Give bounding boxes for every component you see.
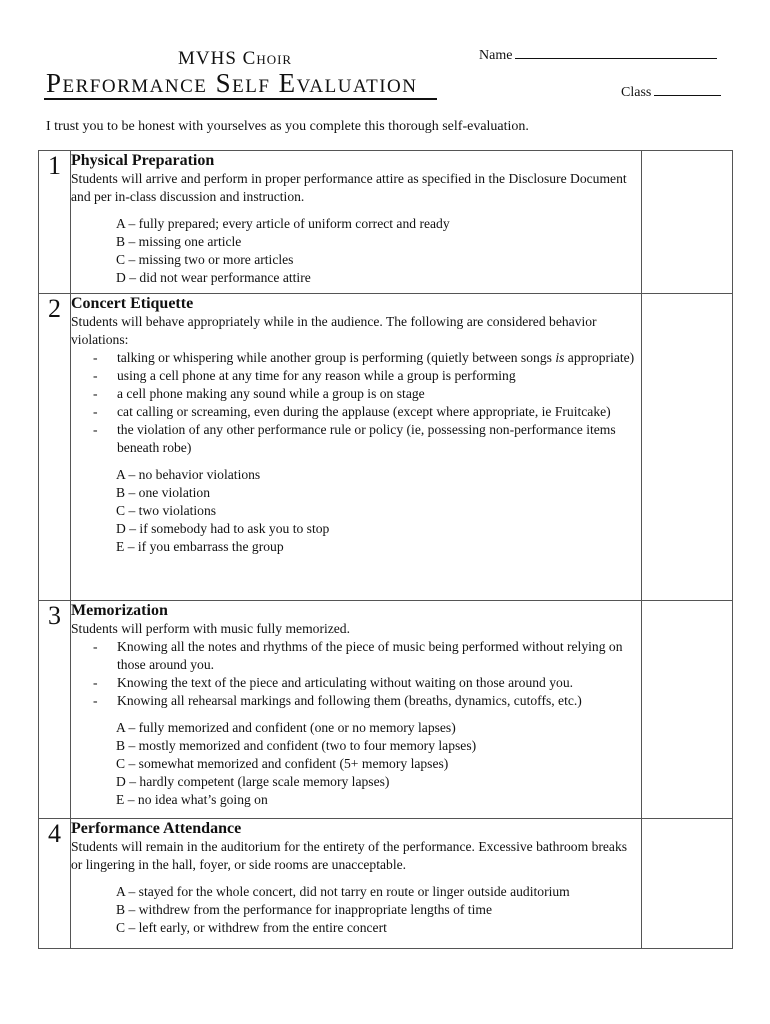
section-description: Students will arrive and perform in proper performance attire as specified in the Disclosure Document and per in-class discussion and instruction. bbox=[71, 171, 627, 204]
criteria-item bbox=[93, 674, 641, 692]
intro-text: I trust you to be honest with yourselves as you complete this thorough self-evaluation. bbox=[46, 119, 529, 134]
criteria-item bbox=[93, 385, 641, 403]
section-description: Students will remain in the auditorium for the entirety of the performance. Excessive bathroom breaks or lingering in the hall, foyer, or side rooms are unacceptable. bbox=[71, 839, 628, 872]
title-underline bbox=[44, 98, 437, 100]
criteria-item bbox=[93, 403, 641, 421]
criteria-item bbox=[93, 692, 641, 710]
grade-option: A – fully memorized and confident (one or no memory lapses) bbox=[116, 720, 456, 735]
criteria-text: Knowing all rehearsal markings and following them (breaths, dynamics, cutoffs, etc.) bbox=[117, 693, 582, 708]
section-content bbox=[71, 819, 642, 949]
grade-option: D – did not wear performance attire bbox=[116, 270, 311, 285]
grade-option: C – missing two or more articles bbox=[116, 252, 294, 267]
criteria-list bbox=[71, 349, 641, 457]
section-number: 2 bbox=[39, 294, 71, 601]
grade-option: A – stayed for the whole concert, did not tarry en route or linger outside auditorium bbox=[116, 884, 570, 899]
section-number: 4 bbox=[39, 819, 71, 949]
criteria-text: Knowing all the notes and rhythms of the piece of music being performed without relying on those around you. bbox=[117, 639, 623, 672]
section-description: Students will perform with music fully memorized. bbox=[71, 621, 351, 636]
criteria-text: talking or whispering while another group is performing (quietly between songs bbox=[117, 350, 556, 365]
criteria-text: a cell phone making any sound while a group is on stage bbox=[117, 386, 425, 401]
class-field[interactable] bbox=[621, 83, 721, 101]
criteria-list bbox=[71, 638, 641, 710]
grade-option: A – no behavior violations bbox=[116, 467, 261, 482]
score-box[interactable] bbox=[642, 151, 733, 294]
section-row bbox=[39, 819, 733, 949]
grade-scale bbox=[116, 466, 641, 556]
name-label: Name bbox=[479, 48, 513, 63]
grade-option: C – somewhat memorized and confident (5+ memory lapses) bbox=[116, 756, 449, 771]
name-blank-line[interactable] bbox=[515, 46, 717, 59]
grade-option: E – no idea what’s going on bbox=[116, 792, 268, 807]
grade-option: D – if somebody had to ask you to stop bbox=[116, 521, 330, 536]
grade-option: E – if you embarrass the group bbox=[116, 539, 284, 554]
grade-option: C – left early, or withdrew from the entire concert bbox=[116, 920, 387, 935]
grade-option: B – withdrew from the performance for inappropriate lengths of time bbox=[116, 902, 492, 917]
grade-option: B – one violation bbox=[116, 485, 211, 500]
evaluation-table bbox=[38, 150, 733, 949]
score-box[interactable] bbox=[642, 819, 733, 949]
criteria-text: Knowing the text of the piece and articulating without waiting on those around you. bbox=[117, 675, 574, 690]
section-content bbox=[71, 294, 642, 601]
section-content bbox=[71, 151, 642, 294]
form-subtitle: MVHS Choir bbox=[178, 48, 293, 69]
form-title: Performance Self Evaluation bbox=[46, 68, 418, 98]
grade-option: A – fully prepared; every article of uniform correct and ready bbox=[116, 216, 450, 231]
grade-option: B – missing one article bbox=[116, 234, 242, 249]
grade-option: B – mostly memorized and confident (two to four memory lapses) bbox=[116, 738, 477, 753]
section-content bbox=[71, 601, 642, 819]
criteria-item bbox=[93, 367, 641, 385]
criteria-item bbox=[93, 638, 641, 674]
grade-option: D – hardly competent (large scale memory lapses) bbox=[116, 774, 390, 789]
class-label: Class bbox=[621, 85, 652, 100]
section-row bbox=[39, 294, 733, 601]
section-title: Memorization bbox=[71, 602, 168, 619]
section-row bbox=[39, 601, 733, 819]
criteria-emphasis: is bbox=[555, 350, 565, 365]
criteria-text: cat calling or screaming, even during the applause (except where appropriate, ie Fruitcake) bbox=[117, 404, 611, 419]
section-number: 3 bbox=[39, 601, 71, 819]
score-box[interactable] bbox=[642, 294, 733, 601]
criteria-item bbox=[93, 349, 641, 367]
section-row bbox=[39, 151, 733, 294]
grade-scale bbox=[116, 215, 641, 287]
grade-scale bbox=[116, 883, 641, 937]
criteria-text: the violation of any other performance rule or policy (ie, possessing non-performance items beneath robe) bbox=[117, 422, 616, 455]
grade-scale bbox=[116, 719, 641, 809]
section-description: Students will behave appropriately while in the audience. The following are considered behavior violations: bbox=[71, 314, 597, 347]
class-blank-line[interactable] bbox=[654, 83, 721, 96]
score-box[interactable] bbox=[642, 601, 733, 819]
name-field[interactable] bbox=[479, 46, 717, 64]
criteria-text: using a cell phone at any time for any reason while a group is performing bbox=[117, 368, 516, 383]
criteria-text-after: appropriate) bbox=[564, 350, 635, 365]
grade-option: C – two violations bbox=[116, 503, 217, 518]
section-title: Performance Attendance bbox=[71, 820, 242, 837]
section-title: Physical Preparation bbox=[71, 152, 215, 169]
criteria-item bbox=[93, 421, 641, 457]
section-title: Concert Etiquette bbox=[71, 295, 194, 312]
section-number: 1 bbox=[39, 151, 71, 294]
